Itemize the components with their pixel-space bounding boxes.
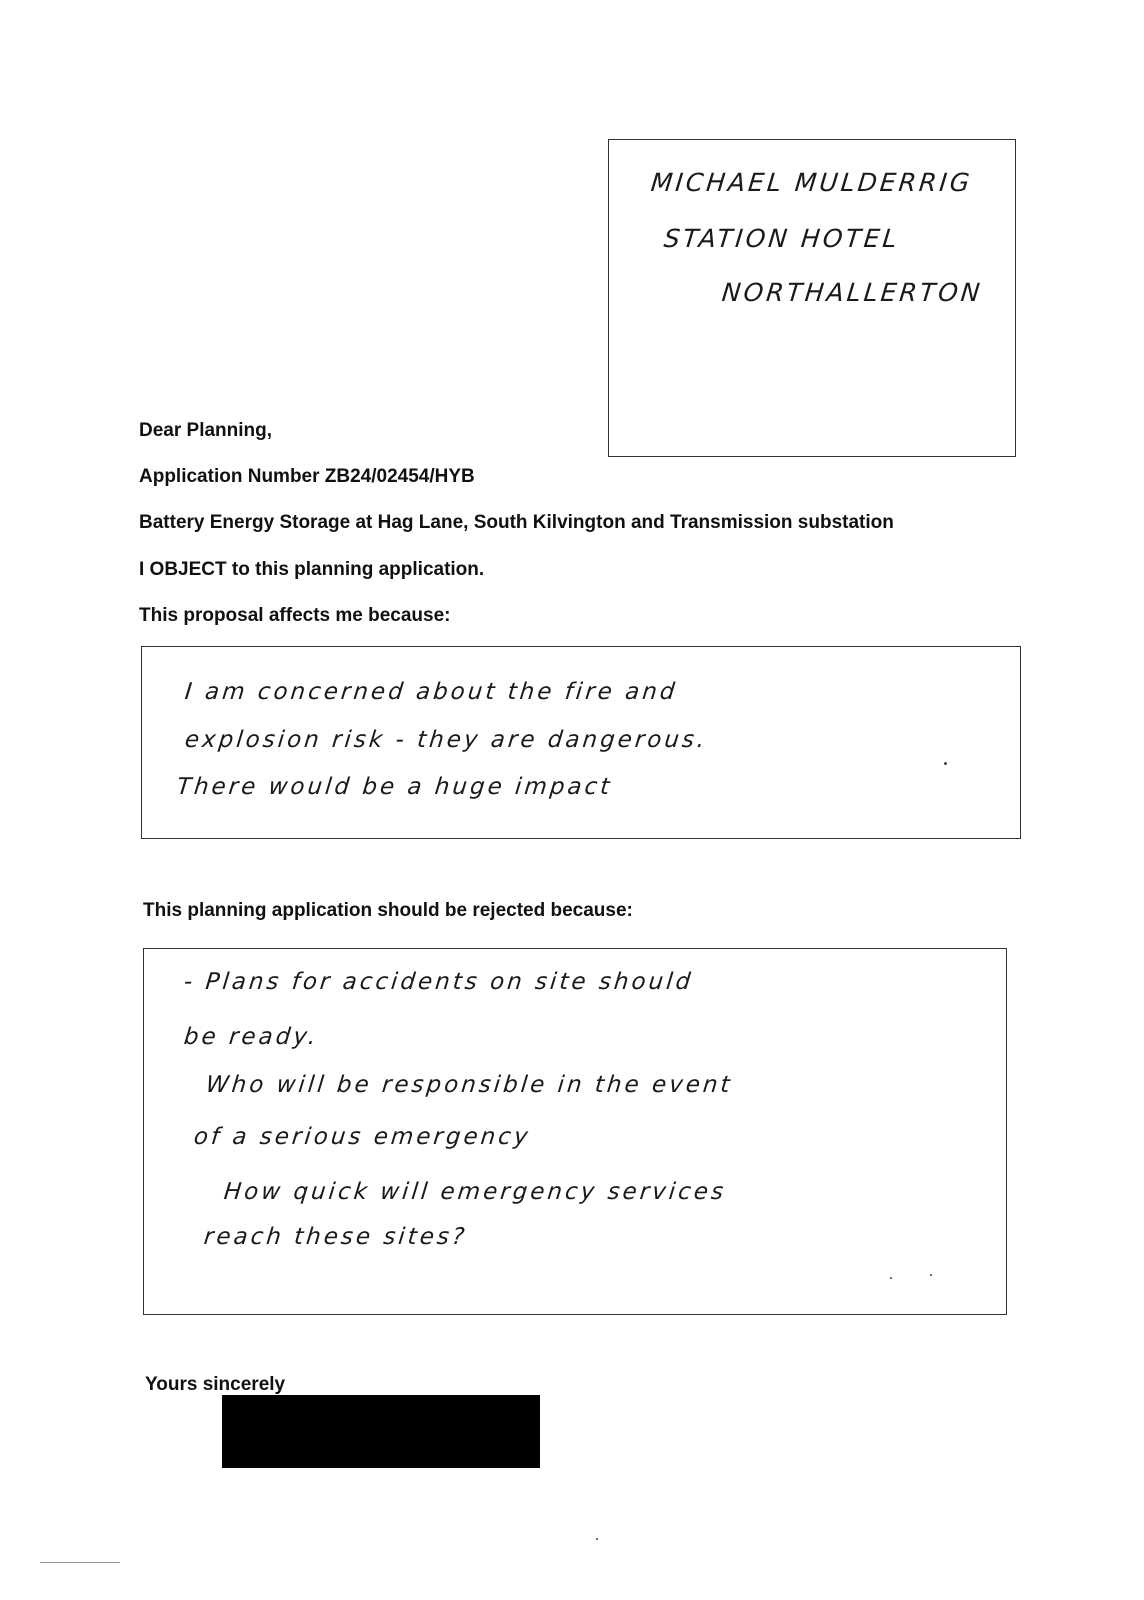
rejected-line: be ready. [182,1024,320,1050]
rejected-line: How quick will emergency services [222,1179,728,1205]
scan-speck [944,762,947,765]
affects-heading: This proposal affects me because: [139,605,451,626]
affects-line: There would be a huge impact [175,774,614,800]
application-number: Application Number ZB24/02454/HYB [139,466,475,487]
objection-statement: I OBJECT to this planning application. [139,559,485,580]
salutation: Dear Planning, [139,420,273,441]
scan-speck [890,1277,892,1279]
affects-response-box [141,646,1021,839]
rejected-line: reach these sites? [202,1224,469,1250]
rejected-line: of a serious emergency [192,1124,532,1150]
rejected-line: - Plans for accidents on site should [182,969,695,995]
signature-redaction [222,1395,540,1468]
sender-name: MICHAEL MULDERRIG [649,168,974,197]
rejected-response-box [143,948,1007,1315]
sender-address-box [608,139,1016,457]
rejected-line: Who will be responsible in the event [204,1072,734,1098]
rejected-heading: This planning application should be rejected because: [143,900,633,921]
closing: Yours sincerely [145,1374,286,1395]
sender-street: STATION HOTEL [662,224,902,253]
sender-town: NORTHALLERTON [720,278,985,307]
affects-line: I am concerned about the fire and [183,679,679,705]
scan-speck [596,1538,598,1540]
scan-edge-mark [40,1562,120,1563]
scan-speck [930,1274,932,1276]
application-subject: Battery Energy Storage at Hag Lane, South Kilvington and Transmission substation [139,512,894,533]
affects-line: explosion risk - they are dangerous. [183,727,709,753]
